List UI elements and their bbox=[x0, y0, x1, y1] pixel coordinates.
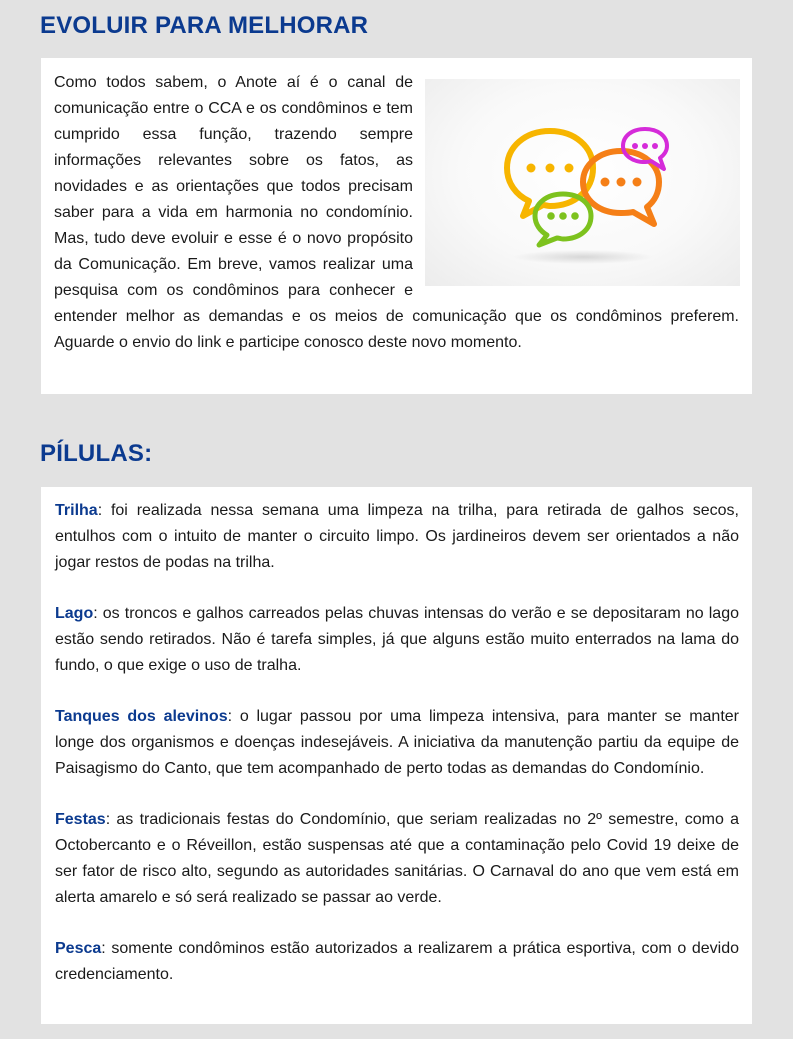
pilula-text: : somente condôminos estão autorizados a realizarem a prática esportiva, com o devido credenciamento. bbox=[55, 940, 739, 983]
pilula-text: : foi realizada nessa semana uma limpeza na trilha, para retirada de galhos secos, entulhos com o intuito de manter o circuito limpo. Os jardineiros devem ser orientados a não jogar restos de podas na trilha. bbox=[55, 502, 739, 571]
pilula-text: : as tradicionais festas do Condomínio, que seriam realizadas no 2º semestre, como a Octobercanto e o Réveillon, estão suspensas até que a contaminação pelo Covid 19 deixe de ser fator de risco alto, segundo as autoridades sanitárias. O Carnaval do ano que vem está em alerta amarelo e só será realizado se passar ao verde. bbox=[55, 811, 739, 906]
yellow-bubble bbox=[507, 131, 593, 216]
pilula-item-lago bbox=[55, 601, 739, 679]
pilula-item-tanques bbox=[55, 704, 739, 782]
section-title-evoluir: EVOLUIR PARA MELHORAR bbox=[40, 12, 369, 39]
pilula-item-festas bbox=[55, 807, 739, 911]
pilula-term: Tanques dos alevinos bbox=[55, 708, 228, 725]
pilula-term: Lago bbox=[55, 605, 94, 622]
evoluir-paragraph: Como todos sabem, o Anote aí é o canal de comunicação entre o CCA e os condôminos e tem cumprido essa função, trazendo sempre informações relevantes sobre os fatos, as novidades e as orientações que todos precisam saber para a vida em harmonia no condomínio. Mas, tudo deve evoluir e esse é o novo propósito da Comunicação. Em breve, vamos realizar uma pesquisa com os condôminos para conhecer e entender melhor as demandas e os meios de comunicação que os condôminos preferem. Aguarde o envio do link e participe conosco deste novo momento. bbox=[54, 74, 739, 351]
pilula-term: Festas bbox=[55, 811, 106, 828]
pilula-term: Pesca bbox=[55, 940, 102, 957]
pilula-term: Trilha bbox=[55, 502, 98, 519]
pilulas-card bbox=[41, 487, 752, 1024]
pilula-text: : o lugar passou por uma limpeza intensiva, para manter se manter longe dos organismos e doenças indesejáveis. A iniciativa da manutenção partiu da equipe de Paisagismo do Canto, que tem acompanhado de perto todas as demandas do Condomínio. bbox=[55, 708, 740, 777]
pilula-item-pesca bbox=[55, 936, 739, 988]
chat-bubbles-icon bbox=[425, 79, 740, 286]
evoluir-card bbox=[41, 58, 752, 394]
pilula-item-trilha bbox=[55, 498, 739, 576]
chat-bubbles-illustration bbox=[425, 79, 740, 286]
pilula-text: : os troncos e galhos carreados pelas chuvas intensas do verão e se depositaram no lago estão sendo retirados. Não é tarefa simples, já que alguns estão muito enterrados na lama do fundo, o que exige o uso de tralha. bbox=[55, 605, 739, 674]
section-title-pilulas: PÍLULAS: bbox=[40, 440, 153, 467]
